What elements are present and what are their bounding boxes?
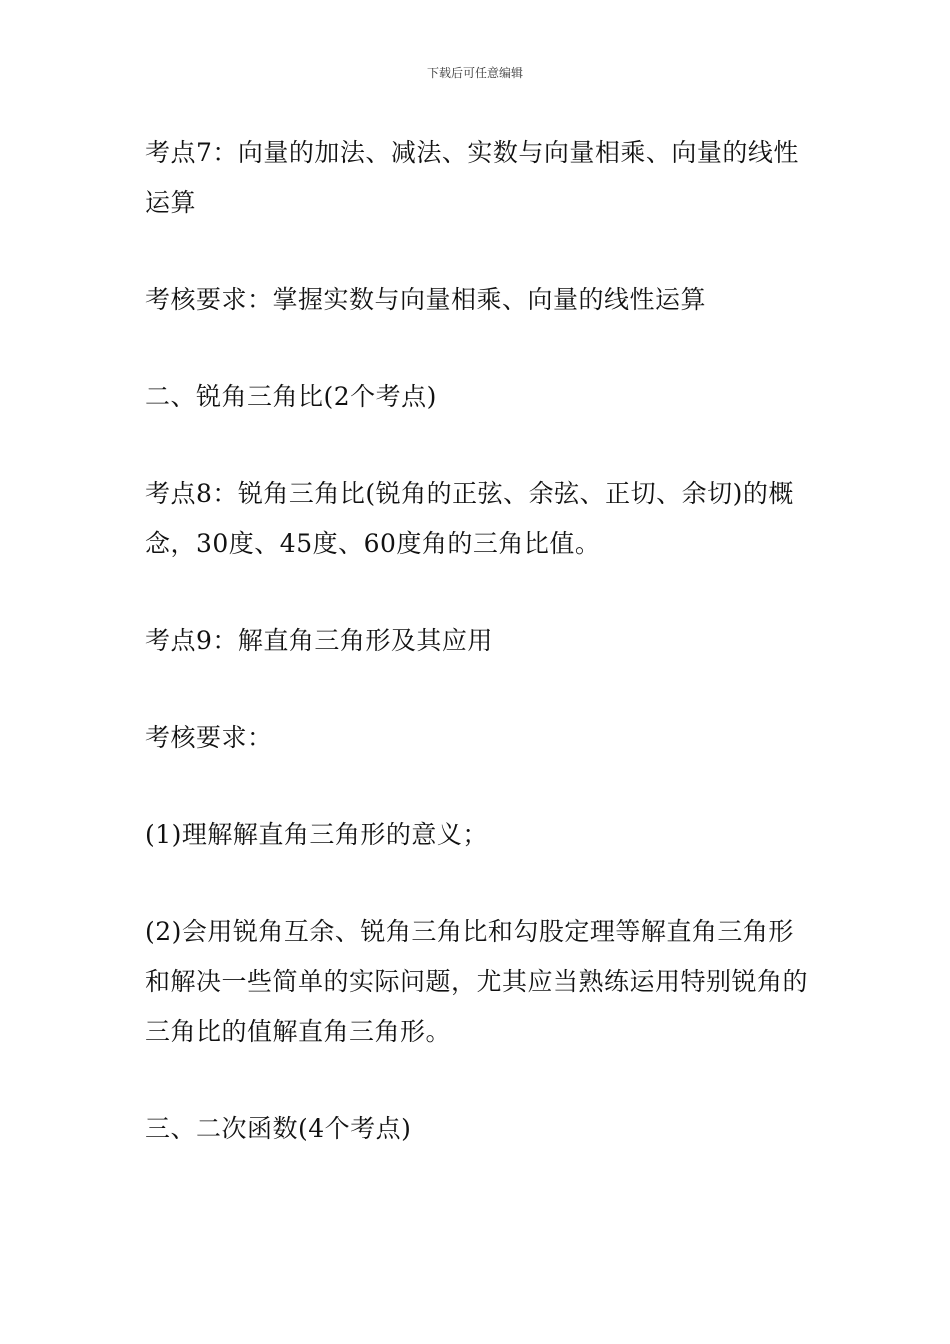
topic-9-heading: 考点9：解直角三角形及其应用 bbox=[145, 626, 493, 655]
requirement-item-2: (2)会用锐角互余、锐角三角比和勾股定理等解直角三角形和解决一些简单的实际问题，尤其应当熟练运用特别锐角的三角比的值解直角三角形。 bbox=[145, 917, 809, 1046]
topic-7-heading: 考点7：向量的加法、减法、实数与向量相乘、向量的线性运算 bbox=[145, 138, 799, 217]
topic-8-heading: 考点8：锐角三角比(锐角的正弦、余弦、正切、余切)的概念，30度、45度、60度角的三角比值。 bbox=[145, 479, 794, 558]
document-body bbox=[145, 128, 815, 1201]
section-2-heading: 二、锐角三角比(2个考点) bbox=[145, 382, 437, 411]
page-header: 下载后可任意编辑 bbox=[426, 66, 523, 80]
topic-7-requirement: 考核要求：掌握实数与向量相乘、向量的线性运算 bbox=[145, 285, 707, 314]
requirement-item-1: (1)理解解直角三角形的意义； bbox=[145, 820, 488, 849]
topic-9-requirement-label: 考核要求： bbox=[145, 723, 273, 752]
section-3-heading: 三、二次函数(4个考点) bbox=[145, 1114, 412, 1143]
